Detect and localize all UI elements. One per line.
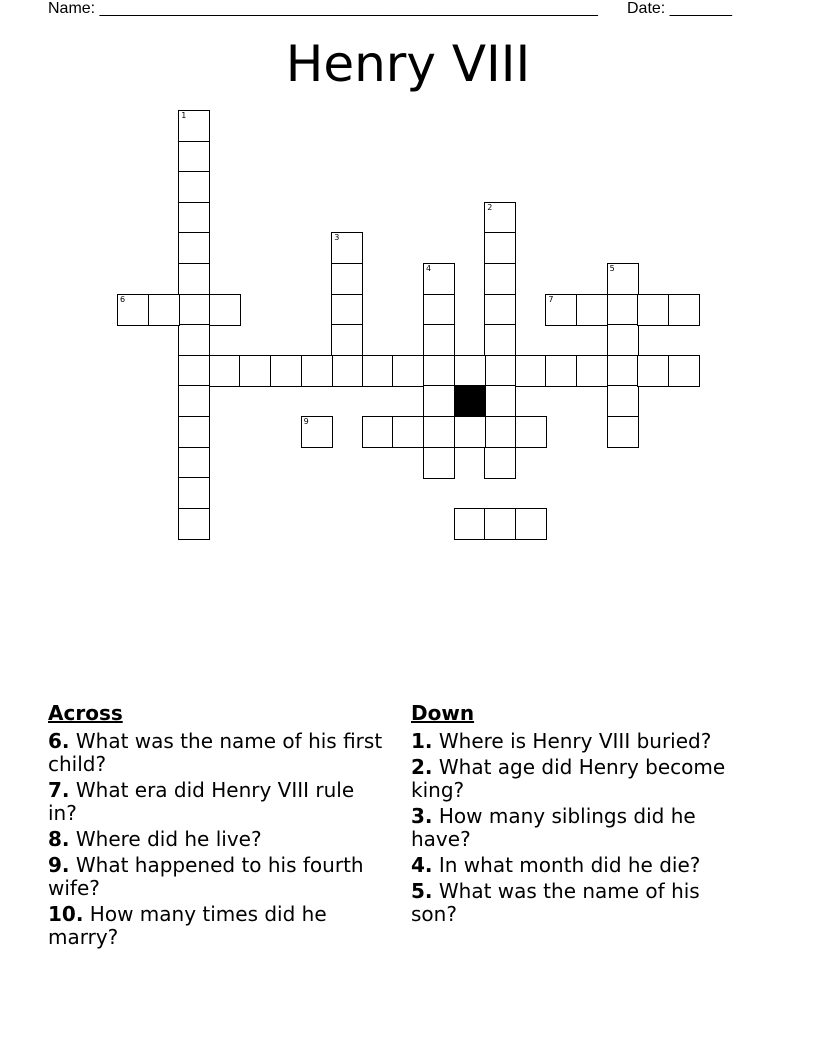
down-heading: Down (411, 701, 475, 725)
crossword-cell[interactable] (668, 294, 700, 326)
crossword-cell[interactable] (454, 416, 486, 448)
crossword-cell[interactable] (178, 447, 210, 479)
crossword-cell[interactable] (178, 110, 210, 142)
across-clue-9 (48, 854, 388, 900)
crossword-cell[interactable] (637, 355, 669, 387)
crossword-cell[interactable] (484, 355, 516, 387)
crossword-cell[interactable] (576, 355, 608, 387)
clue-text: What era did Henry VIII rule in? (48, 778, 355, 825)
crossword-cell[interactable] (423, 263, 455, 295)
crossword-cell[interactable] (454, 355, 486, 387)
clue-number-label: 9 (303, 417, 309, 426)
crossword-cell[interactable] (484, 385, 516, 417)
clue-text: What happened to his fourth wife? (48, 853, 364, 900)
clue-number: 5. (411, 879, 433, 903)
clue-text: In what month did he die? (438, 853, 701, 877)
crossword-cell[interactable] (117, 294, 149, 326)
crossword-cell[interactable] (331, 232, 363, 264)
crossword-cell[interactable] (515, 355, 547, 387)
crossword-cell[interactable] (484, 447, 516, 479)
crossword-cell[interactable] (545, 294, 577, 326)
crossword-cell[interactable] (515, 416, 547, 448)
clue-number-label: 7 (548, 294, 554, 304)
across-clue-10 (48, 903, 388, 949)
clue-text: Where did he live? (75, 827, 262, 851)
clue-text: What age did Henry become king? (411, 755, 726, 802)
clue-number-label: 5 (609, 264, 615, 273)
crossword-cell[interactable] (331, 324, 363, 356)
clue-number-label: 4 (426, 264, 432, 273)
clue-number: 8. (48, 827, 70, 851)
crossword-cell[interactable] (423, 416, 455, 448)
crossword-cell[interactable] (178, 294, 210, 326)
crossword-cell[interactable] (178, 477, 210, 509)
across-clue-6 (48, 730, 388, 776)
clue-number: 6. (48, 729, 70, 753)
crossword-cell[interactable] (178, 324, 210, 356)
crossword-cell[interactable] (331, 263, 363, 295)
clue-text: Where is Henry VIII buried? (438, 729, 712, 753)
clue-number-label: 2 (487, 202, 493, 212)
clue-text: What was the name of his son? (411, 879, 700, 926)
crossword-cell[interactable] (484, 324, 516, 356)
down-clue-3 (411, 805, 751, 851)
down-clue-4 (411, 854, 751, 877)
date-field-label: Date: _______ (627, 0, 732, 17)
clue-number: 7. (48, 778, 70, 802)
clue-number: 3. (411, 804, 433, 828)
crossword-cell[interactable] (423, 324, 455, 356)
crossword-cell[interactable] (423, 355, 455, 387)
crossword-cell[interactable] (454, 508, 486, 540)
crossword-cell[interactable] (209, 294, 241, 326)
crossword-cell[interactable] (545, 355, 577, 387)
down-clue-1 (411, 730, 751, 753)
crossword-cell[interactable] (331, 355, 363, 387)
crossword-cell[interactable] (484, 202, 516, 234)
crossword-cell[interactable] (607, 324, 639, 356)
clue-number: 10. (48, 902, 84, 926)
crossword-cell[interactable] (148, 294, 180, 326)
crossword-cell[interactable] (178, 202, 210, 234)
crossword-cell[interactable] (239, 355, 271, 387)
across-clues (48, 702, 388, 952)
crossword-cell[interactable] (637, 294, 669, 326)
crossword-cell[interactable] (607, 385, 639, 417)
crossword-cell[interactable] (178, 416, 210, 448)
crossword-cell[interactable] (576, 294, 608, 326)
across-clue-8 (48, 828, 388, 851)
crossword-cell[interactable] (423, 447, 455, 479)
clue-number: 4. (411, 853, 433, 877)
crossword-cell[interactable] (178, 171, 210, 203)
crossword-cell[interactable] (362, 416, 394, 448)
crossword-cell[interactable] (607, 263, 639, 295)
crossword-cell[interactable] (423, 385, 455, 417)
crossword-cell[interactable] (178, 355, 210, 387)
crossword-cell[interactable] (178, 141, 210, 173)
crossword-cell[interactable] (209, 355, 241, 387)
name-field-label: Name: ________________________________________________________ (48, 0, 598, 17)
crossword-cell[interactable] (484, 508, 516, 540)
across-heading: Across (48, 701, 123, 725)
clue-number: 1. (411, 729, 433, 753)
crossword-cell[interactable] (392, 355, 424, 387)
crossword-cell[interactable] (178, 263, 210, 295)
crossword-cell[interactable] (484, 232, 516, 264)
crossword-cell[interactable] (301, 355, 333, 387)
crossword-cell[interactable] (178, 385, 210, 417)
down-clue-2 (411, 756, 751, 802)
page-title: Henry VIII (285, 35, 531, 93)
clue-number-label: 1 (181, 111, 187, 120)
crossword-cell[interactable] (362, 355, 394, 387)
crossword-cell[interactable] (515, 508, 547, 540)
crossword-cell[interactable] (668, 355, 700, 387)
crossword-cell[interactable] (423, 294, 455, 326)
down-clue-5 (411, 880, 751, 926)
crossword-cell[interactable] (607, 416, 639, 448)
clue-number: 2. (411, 755, 433, 779)
crossword-cell[interactable] (607, 355, 639, 387)
crossword-cell[interactable] (178, 508, 210, 540)
clue-number-label: 3 (334, 233, 340, 243)
crossword-cell[interactable] (178, 232, 210, 264)
clue-text: How many times did he marry? (48, 902, 327, 949)
crossword-cell[interactable] (484, 416, 516, 448)
crossword-cell[interactable] (301, 416, 333, 448)
crossword-cell[interactable] (484, 294, 516, 326)
clue-number-label: 6 (120, 294, 126, 304)
crossword-cell[interactable] (331, 294, 363, 326)
crossword-cell[interactable] (392, 416, 424, 448)
crossword-cell[interactable] (484, 263, 516, 295)
clue-text: What was the name of his first child? (48, 729, 383, 776)
crossword-cell[interactable] (607, 294, 639, 326)
clue-number: 9. (48, 853, 70, 877)
clue-text: How many siblings did he have? (411, 804, 696, 851)
across-clue-7 (48, 779, 388, 825)
crossword-cell[interactable] (270, 355, 302, 387)
down-clues (411, 702, 751, 929)
black-square (454, 385, 486, 417)
